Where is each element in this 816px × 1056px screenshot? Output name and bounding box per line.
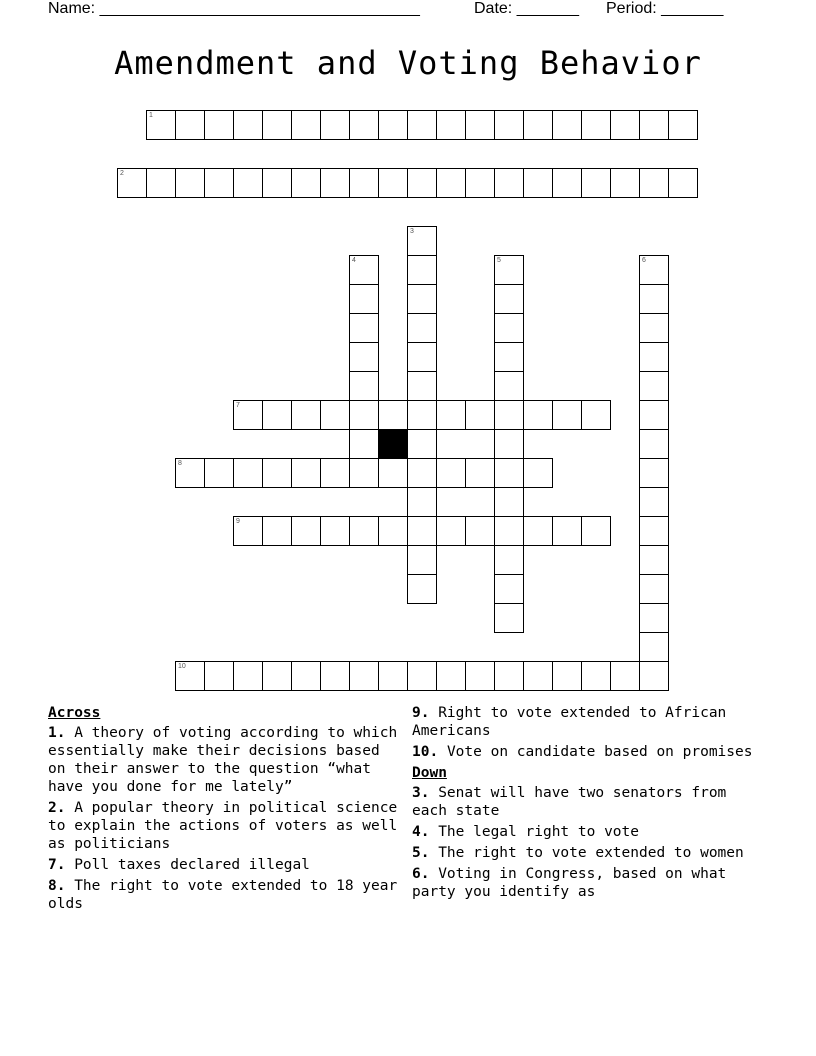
crossword-cell[interactable] <box>494 110 524 140</box>
crossword-cell[interactable] <box>349 255 379 285</box>
crossword-cell[interactable] <box>407 545 437 575</box>
crossword-cell[interactable] <box>465 458 495 488</box>
crossword-cell[interactable] <box>639 516 669 546</box>
across-heading: Across <box>48 705 101 721</box>
crossword-cell[interactable] <box>262 516 292 546</box>
clue-across-1: 1. A theory of voting according to which essentially make their decisions based on their answer to the question “what have you done for me lately” <box>48 725 398 795</box>
clue-across-2: 2. A popular theory in political science to explain the actions of voters as well as politicians <box>48 800 398 852</box>
across-clues <box>48 704 400 916</box>
crossword-cell[interactable] <box>668 110 698 140</box>
crossword-cell[interactable] <box>610 168 640 198</box>
crossword-cell[interactable] <box>175 458 205 488</box>
crossword-cell[interactable] <box>175 661 205 691</box>
crossword-cell[interactable] <box>291 168 321 198</box>
black-square <box>378 429 408 459</box>
crossword-cell[interactable] <box>465 516 495 546</box>
crossword-cell[interactable] <box>639 429 669 459</box>
crossword-cell[interactable] <box>233 110 263 140</box>
crossword-cell[interactable] <box>552 400 582 430</box>
crossword-cell[interactable] <box>407 429 437 459</box>
crossword-cell[interactable] <box>494 574 524 604</box>
crossword-cell[interactable] <box>639 284 669 314</box>
crossword-cell[interactable] <box>349 400 379 430</box>
crossword-cell[interactable] <box>146 110 176 140</box>
crossword-cell[interactable] <box>204 458 234 488</box>
crossword-cell[interactable] <box>494 545 524 575</box>
crossword-cell[interactable] <box>175 168 205 198</box>
crossword-cell[interactable] <box>523 516 553 546</box>
clue-number: 9 <box>236 518 240 525</box>
crossword-cell[interactable] <box>320 400 350 430</box>
crossword-cell[interactable] <box>378 110 408 140</box>
clue-number: 8 <box>178 460 182 467</box>
crossword-cell[interactable] <box>204 661 234 691</box>
clue-number: 1 <box>149 112 153 119</box>
crossword-cell[interactable] <box>117 168 147 198</box>
clue-across-8: 8. The right to vote extended to 18 year olds <box>48 878 398 912</box>
crossword-cell[interactable] <box>407 168 437 198</box>
crossword-cell[interactable] <box>639 574 669 604</box>
crossword-cell[interactable] <box>639 255 669 285</box>
crossword-cell[interactable] <box>465 661 495 691</box>
crossword-cell[interactable] <box>639 168 669 198</box>
crossword-cell[interactable] <box>320 168 350 198</box>
crossword-cell[interactable] <box>320 110 350 140</box>
crossword-cell[interactable] <box>639 603 669 633</box>
crossword-cell[interactable] <box>407 226 437 256</box>
clue-across-10: 10. Vote on candidate based on promises <box>412 744 753 760</box>
crossword-cell[interactable] <box>407 110 437 140</box>
clue-number: 6 <box>642 257 646 264</box>
crossword-cell[interactable] <box>523 661 553 691</box>
crossword-cell[interactable] <box>581 400 611 430</box>
crossword-cell[interactable] <box>378 458 408 488</box>
crossword-cell[interactable] <box>494 458 524 488</box>
crossword-cell[interactable] <box>349 342 379 372</box>
clue-down-6: 6. Voting in Congress, based on what party you identify as <box>412 866 727 900</box>
clue-across-7: 7. Poll taxes declared illegal <box>48 857 310 873</box>
crossword-cell[interactable] <box>407 371 437 401</box>
crossword-cell[interactable] <box>639 545 669 575</box>
clue-number: 2 <box>120 170 124 177</box>
crossword-cell[interactable] <box>436 168 466 198</box>
crossword-cell[interactable] <box>523 168 553 198</box>
clues-column-right <box>412 704 762 904</box>
crossword-cell[interactable] <box>349 429 379 459</box>
crossword-cell[interactable] <box>436 661 466 691</box>
crossword-cell[interactable] <box>378 661 408 691</box>
page-title: Amendment and Voting Behavior <box>114 44 702 82</box>
crossword-cell[interactable] <box>407 400 437 430</box>
crossword-cell[interactable] <box>639 661 669 691</box>
crossword-cell[interactable] <box>639 458 669 488</box>
clue-number: 5 <box>497 257 501 264</box>
crossword-cell[interactable] <box>204 168 234 198</box>
crossword-cell[interactable] <box>175 110 205 140</box>
crossword-cell[interactable] <box>233 458 263 488</box>
crossword-cell[interactable] <box>494 429 524 459</box>
crossword-cell[interactable] <box>639 487 669 517</box>
crossword-cell[interactable] <box>291 110 321 140</box>
crossword-cell[interactable] <box>581 516 611 546</box>
crossword-cell[interactable] <box>465 400 495 430</box>
crossword-cell[interactable] <box>262 400 292 430</box>
crossword-cell[interactable] <box>581 110 611 140</box>
crossword-cell[interactable] <box>349 313 379 343</box>
crossword-cell[interactable] <box>436 516 466 546</box>
crossword-cell[interactable] <box>146 168 176 198</box>
crossword-cell[interactable] <box>407 458 437 488</box>
crossword-cell[interactable] <box>262 110 292 140</box>
crossword-cell[interactable] <box>291 516 321 546</box>
clue-down-5: 5. The right to vote extended to women <box>412 845 744 861</box>
crossword-cell[interactable] <box>233 168 263 198</box>
crossword-cell[interactable] <box>494 255 524 285</box>
crossword-cell[interactable] <box>494 371 524 401</box>
crossword-cell[interactable] <box>494 661 524 691</box>
crossword-cell[interactable] <box>349 516 379 546</box>
crossword-cell[interactable] <box>378 516 408 546</box>
period-field[interactable]: Period: _______ <box>606 0 724 17</box>
crossword-cell[interactable] <box>378 400 408 430</box>
crossword-cell[interactable] <box>407 516 437 546</box>
crossword-cell[interactable] <box>639 400 669 430</box>
crossword-cell[interactable] <box>639 342 669 372</box>
crossword-cell[interactable] <box>494 487 524 517</box>
clue-down-4: 4. The legal right to vote <box>412 824 639 840</box>
crossword-cell[interactable] <box>639 313 669 343</box>
down-heading: Down <box>412 765 447 781</box>
crossword-cell[interactable] <box>494 516 524 546</box>
crossword-cell[interactable] <box>494 313 524 343</box>
crossword-cell[interactable] <box>436 400 466 430</box>
crossword-cell[interactable] <box>291 458 321 488</box>
crossword-cell[interactable] <box>494 603 524 633</box>
clue-number: 7 <box>236 402 240 409</box>
crossword-cell[interactable] <box>581 168 611 198</box>
crossword-cell[interactable] <box>668 168 698 198</box>
crossword-cell[interactable] <box>320 458 350 488</box>
crossword-cell[interactable] <box>494 342 524 372</box>
crossword-cell[interactable] <box>523 458 553 488</box>
crossword-cell[interactable] <box>349 284 379 314</box>
crossword-cell[interactable] <box>494 284 524 314</box>
crossword-cell[interactable] <box>436 110 466 140</box>
crossword-cell[interactable] <box>349 168 379 198</box>
crossword-cell[interactable] <box>552 168 582 198</box>
crossword-cell[interactable] <box>494 400 524 430</box>
crossword-cell[interactable] <box>262 168 292 198</box>
date-field[interactable]: Date: _______ <box>474 0 579 17</box>
crossword-cell[interactable] <box>610 661 640 691</box>
crossword-cell[interactable] <box>407 487 437 517</box>
crossword-cell[interactable] <box>349 661 379 691</box>
crossword-cell[interactable] <box>465 110 495 140</box>
clue-down-3: 3. Senat will have two senators from each state <box>412 785 727 819</box>
clue-number: 3 <box>410 228 414 235</box>
crossword-cell[interactable] <box>552 661 582 691</box>
clue-across-9: 9. Right to vote extended to African Americans <box>412 705 727 739</box>
crossword-cell[interactable] <box>378 168 408 198</box>
crossword-cell[interactable] <box>407 574 437 604</box>
crossword-cell[interactable] <box>610 110 640 140</box>
crossword-cell[interactable] <box>320 661 350 691</box>
crossword-cell[interactable] <box>639 371 669 401</box>
crossword-cell[interactable] <box>639 110 669 140</box>
crossword-cell[interactable] <box>639 632 669 662</box>
crossword-cell[interactable] <box>523 400 553 430</box>
crossword-cell[interactable] <box>552 110 582 140</box>
crossword-cell[interactable] <box>407 313 437 343</box>
crossword-cell[interactable] <box>262 661 292 691</box>
crossword-cell[interactable] <box>407 284 437 314</box>
crossword-cell[interactable] <box>407 661 437 691</box>
crossword-cell[interactable] <box>204 110 234 140</box>
crossword-cell[interactable] <box>233 400 263 430</box>
crossword-cell[interactable] <box>581 661 611 691</box>
crossword-cell[interactable] <box>552 516 582 546</box>
crossword-cell[interactable] <box>436 458 466 488</box>
crossword-cell[interactable] <box>407 342 437 372</box>
clue-number: 10 <box>178 663 186 670</box>
crossword-cell[interactable] <box>233 661 263 691</box>
crossword-cell[interactable] <box>291 661 321 691</box>
crossword-cell[interactable] <box>349 458 379 488</box>
crossword-cell[interactable] <box>320 516 350 546</box>
crossword-cell[interactable] <box>407 255 437 285</box>
clue-number: 4 <box>352 257 356 264</box>
crossword-cell[interactable] <box>291 400 321 430</box>
name-field[interactable]: Name: ____________________________________ <box>48 0 420 17</box>
crossword-cell[interactable] <box>523 110 553 140</box>
crossword-cell[interactable] <box>262 458 292 488</box>
crossword-cell[interactable] <box>349 371 379 401</box>
crossword-cell[interactable] <box>233 516 263 546</box>
crossword-cell[interactable] <box>465 168 495 198</box>
crossword-cell[interactable] <box>494 168 524 198</box>
crossword-cell[interactable] <box>349 110 379 140</box>
